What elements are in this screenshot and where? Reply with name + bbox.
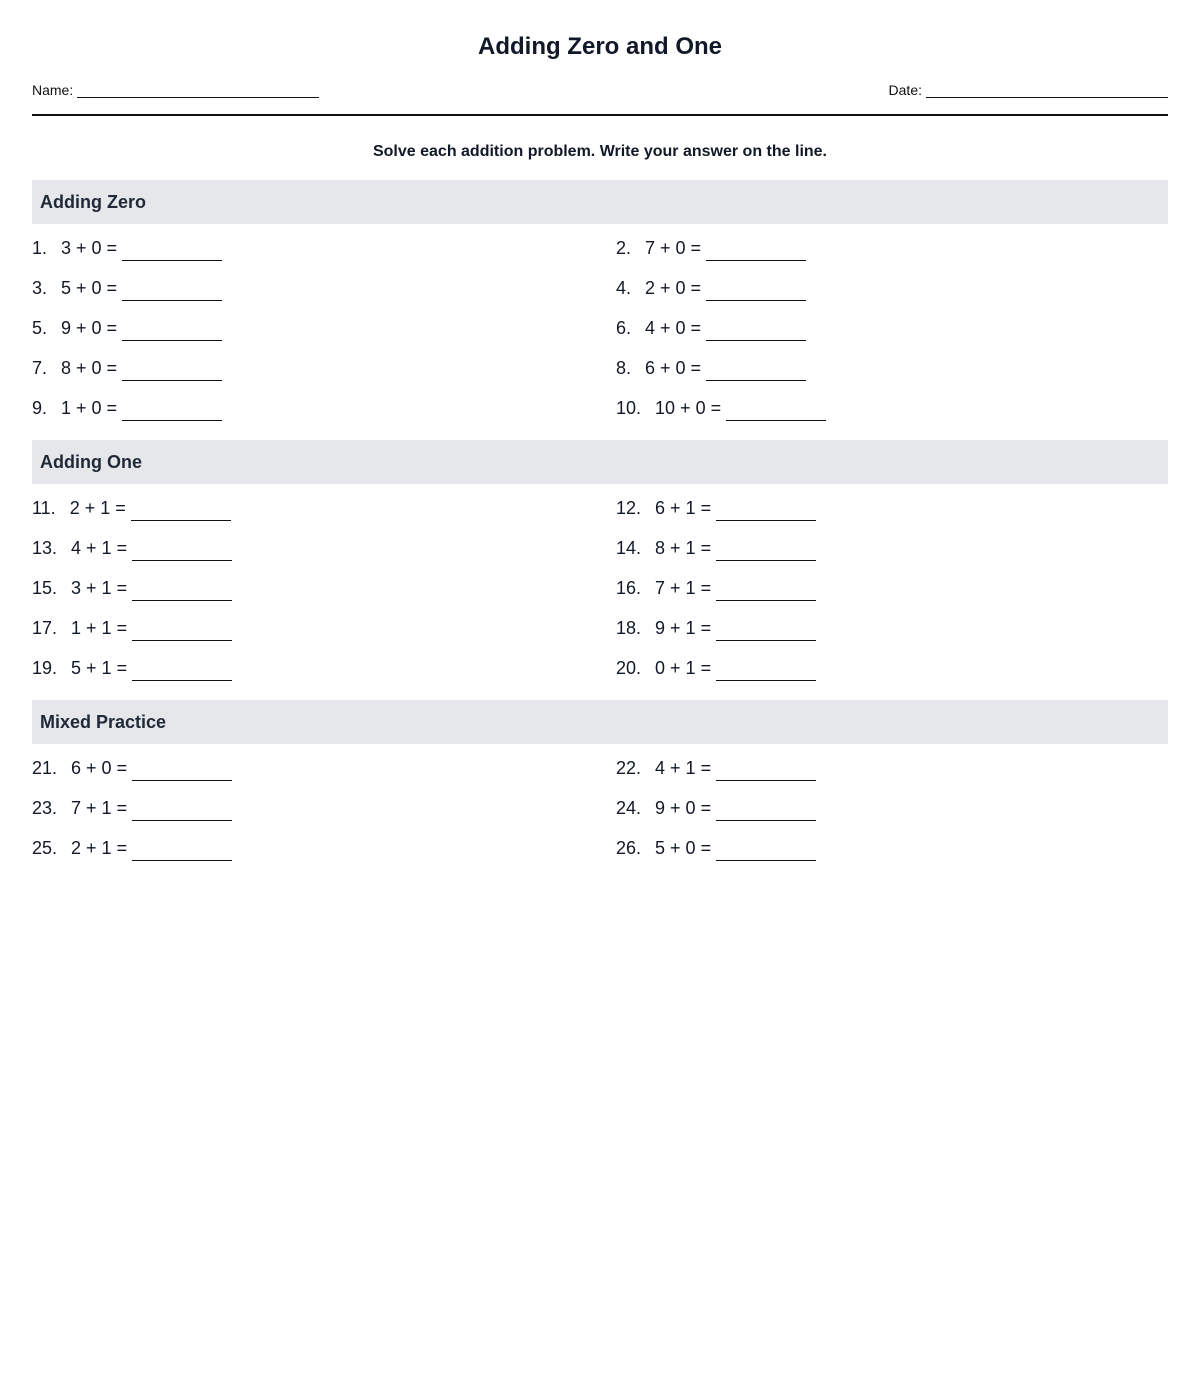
problem-number: 26. bbox=[616, 837, 642, 858]
answer-line[interactable] bbox=[132, 620, 232, 641]
section-header: Mixed Practice bbox=[32, 700, 1168, 744]
answer-line[interactable] bbox=[132, 840, 232, 861]
date-field bbox=[889, 82, 1168, 98]
problem-number: 22. bbox=[616, 757, 642, 778]
name-blank-line[interactable] bbox=[77, 83, 319, 98]
section-header: Adding One bbox=[32, 440, 1168, 484]
problem-number: 18. bbox=[616, 617, 642, 638]
problem-expression: 7 + 1 = bbox=[71, 797, 128, 818]
problem-item bbox=[616, 268, 1168, 308]
answer-line[interactable] bbox=[122, 360, 222, 381]
problem-item bbox=[616, 748, 1168, 788]
answer-line[interactable] bbox=[716, 540, 816, 561]
problem-item bbox=[32, 528, 616, 568]
problem-number: 2. bbox=[616, 237, 632, 258]
problem-item bbox=[32, 788, 616, 828]
answer-line[interactable] bbox=[716, 800, 816, 821]
problem-number: 10. bbox=[616, 397, 642, 418]
problem-item bbox=[32, 748, 616, 788]
problem-item bbox=[616, 488, 1168, 528]
problem-expression: 9 + 0 = bbox=[655, 797, 712, 818]
problem-expression: 8 + 0 = bbox=[61, 357, 118, 378]
problem-number: 6. bbox=[616, 317, 632, 338]
problem-number: 12. bbox=[616, 497, 642, 518]
problem-expression: 2 + 0 = bbox=[645, 277, 702, 298]
answer-line[interactable] bbox=[726, 400, 826, 421]
problem-item bbox=[616, 608, 1168, 648]
problem-expression: 5 + 0 = bbox=[61, 277, 118, 298]
problem-expression: 4 + 1 = bbox=[71, 537, 128, 558]
answer-line[interactable] bbox=[122, 400, 222, 421]
problem-expression: 4 + 1 = bbox=[655, 757, 712, 778]
answer-line[interactable] bbox=[706, 320, 806, 341]
problem-number: 7. bbox=[32, 357, 48, 378]
problem-item bbox=[32, 308, 616, 348]
problem-item bbox=[32, 228, 616, 268]
answer-line[interactable] bbox=[716, 660, 816, 681]
answer-line[interactable] bbox=[716, 580, 816, 601]
answer-line[interactable] bbox=[132, 800, 232, 821]
problem-expression: 2 + 1 = bbox=[71, 837, 128, 858]
problem-expression: 6 + 0 = bbox=[645, 357, 702, 378]
problem-number: 24. bbox=[616, 797, 642, 818]
problem-number: 15. bbox=[32, 577, 58, 598]
answer-line[interactable] bbox=[122, 280, 222, 301]
answer-line[interactable] bbox=[716, 840, 816, 861]
problem-expression: 3 + 0 = bbox=[61, 237, 118, 258]
problem-expression: 5 + 1 = bbox=[71, 657, 128, 678]
worksheet-page bbox=[32, 0, 1168, 868]
problem-item bbox=[32, 608, 616, 648]
problem-item bbox=[616, 528, 1168, 568]
problem-item bbox=[616, 828, 1168, 868]
problem-number: 4. bbox=[616, 277, 632, 298]
problem-number: 17. bbox=[32, 617, 58, 638]
answer-line[interactable] bbox=[122, 320, 222, 341]
problem-item bbox=[32, 388, 616, 428]
instructions: Solve each addition problem. Write your answer on the line. bbox=[372, 143, 827, 160]
problem-expression: 6 + 1 = bbox=[655, 497, 712, 518]
problem-number: 1. bbox=[32, 237, 48, 258]
problem-number: 21. bbox=[32, 757, 58, 778]
problem-expression: 7 + 1 = bbox=[655, 577, 712, 598]
problem-item bbox=[32, 568, 616, 608]
problem-number: 3. bbox=[32, 277, 48, 298]
problem-expression: 9 + 1 = bbox=[655, 617, 712, 638]
answer-line[interactable] bbox=[132, 760, 232, 781]
problem-expression: 1 + 0 = bbox=[61, 397, 118, 418]
problem-number: 19. bbox=[32, 657, 58, 678]
problem-number: 8. bbox=[616, 357, 632, 378]
problem-expression: 2 + 1 = bbox=[69, 497, 126, 518]
problem-expression: 8 + 1 = bbox=[655, 537, 712, 558]
page-title: Adding Zero and One bbox=[478, 33, 722, 60]
problem-number: 5. bbox=[32, 317, 48, 338]
problem-item bbox=[616, 348, 1168, 388]
problem-expression: 9 + 0 = bbox=[61, 317, 118, 338]
answer-line[interactable] bbox=[706, 360, 806, 381]
answer-line[interactable] bbox=[132, 540, 232, 561]
answer-line[interactable] bbox=[716, 760, 816, 781]
answer-line[interactable] bbox=[122, 240, 222, 261]
problem-number: 25. bbox=[32, 837, 58, 858]
problem-number: 20. bbox=[616, 657, 642, 678]
student-info-row bbox=[32, 74, 1168, 116]
name-field bbox=[32, 82, 319, 98]
problem-expression: 3 + 1 = bbox=[71, 577, 128, 598]
name-label: Name: bbox=[32, 82, 74, 98]
problem-number: 16. bbox=[616, 577, 642, 598]
date-label: Date: bbox=[888, 82, 922, 98]
problem-grid bbox=[32, 484, 1168, 688]
problem-expression: 7 + 0 = bbox=[645, 237, 702, 258]
problem-item bbox=[616, 788, 1168, 828]
problem-expression: 0 + 1 = bbox=[655, 657, 712, 678]
problem-expression: 6 + 0 = bbox=[71, 757, 128, 778]
answer-line[interactable] bbox=[716, 500, 816, 521]
problem-item bbox=[616, 648, 1168, 688]
answer-line[interactable] bbox=[131, 500, 231, 521]
problem-item bbox=[616, 308, 1168, 348]
problem-number: 23. bbox=[32, 797, 58, 818]
problem-item bbox=[32, 488, 616, 528]
problem-number: 9. bbox=[32, 397, 48, 418]
answer-line[interactable] bbox=[132, 660, 232, 681]
answer-line[interactable] bbox=[706, 280, 806, 301]
problem-grid bbox=[32, 744, 1168, 868]
problem-item bbox=[32, 648, 616, 688]
problem-item bbox=[32, 348, 616, 388]
problem-expression: 5 + 0 = bbox=[655, 837, 712, 858]
problem-sections bbox=[32, 180, 1168, 868]
problem-number: 13. bbox=[32, 537, 58, 558]
answer-line[interactable] bbox=[132, 580, 232, 601]
problem-expression: 1 + 1 = bbox=[71, 617, 128, 638]
problem-number: 11. bbox=[32, 497, 56, 518]
problem-item bbox=[32, 828, 616, 868]
problem-number: 14. bbox=[616, 537, 642, 558]
problem-item bbox=[616, 388, 1168, 428]
problem-item bbox=[616, 228, 1168, 268]
section-header: Adding Zero bbox=[32, 180, 1168, 224]
problem-item bbox=[32, 268, 616, 308]
problem-grid bbox=[32, 224, 1168, 428]
problem-expression: 10 + 0 = bbox=[655, 397, 722, 418]
answer-line[interactable] bbox=[706, 240, 806, 261]
problem-item bbox=[616, 568, 1168, 608]
problem-expression: 4 + 0 = bbox=[645, 317, 702, 338]
date-blank-line[interactable] bbox=[926, 83, 1168, 98]
answer-line[interactable] bbox=[716, 620, 816, 641]
